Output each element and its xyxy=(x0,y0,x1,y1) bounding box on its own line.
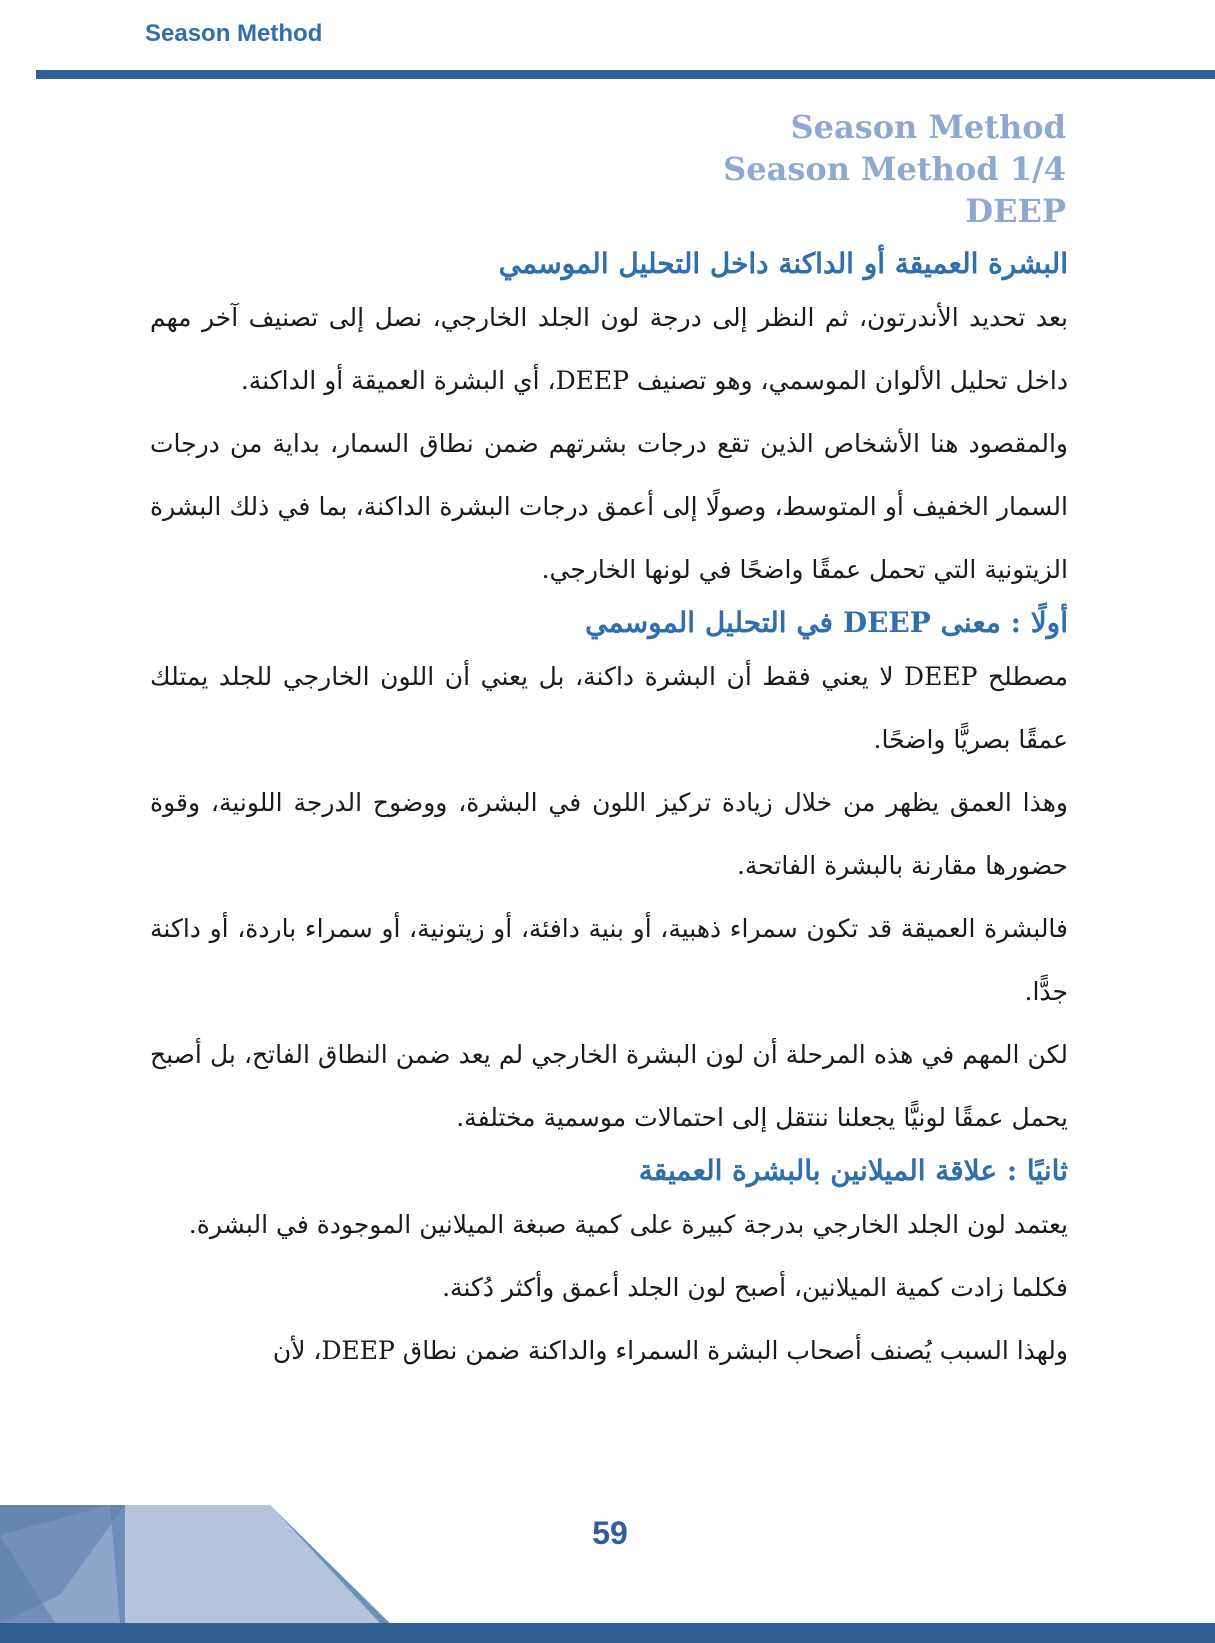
paragraph: فالبشرة العميقة قد تكون سمراء ذهبية، أو بنية دافئة، أو زيتونية، أو سمراء باردة، أو داكنة جدًّا. xyxy=(150,914,1068,1006)
title-line-1: Season Method xyxy=(790,108,1066,146)
title-line-3: DEEP xyxy=(965,192,1066,230)
paragraph: بعد تحديد الأندرتون، ثم النظر إلى درجة لون الجلد الخارجي، نصل إلى تصنيف آخر مهم داخل تحليل الألوان الموسمي، وهو تصنيف DEEP، أي البشرة العميقة أو الداكنة. xyxy=(150,303,1068,395)
paragraph: والمقصود هنا الأشخاص الذين تقع درجات بشرتهم ضمن نطاق السمار، بداية من درجات السمار الخفيف أو المتوسط، وصولًا إلى أعمق درجات البشرة الداكنة، بما في ذلك البشرة الزيتونية التي تحمل عمقًا واضحًا في لونها الخارجي. xyxy=(150,429,1068,584)
paragraph: وهذا العمق يظهر من خلال زيادة تركيز اللون في البشرة، ووضوح الدرجة اللونية، وقوة حضورها مقارنة بالبشرة الفاتحة. xyxy=(150,788,1068,880)
running-header: Season Method xyxy=(145,20,323,47)
paragraph: فكلما زادت كمية الميلانين، أصبح لون الجلد أعمق وأكثر دُكنة. xyxy=(442,1273,1068,1302)
title-line-2: Season Method 1/4 xyxy=(723,150,1066,188)
footer-bar xyxy=(0,1623,1215,1643)
section-heading-first: أولًا : معنى DEEP في التحليل الموسمي xyxy=(585,606,1068,639)
paragraph: مصطلح DEEP لا يعني فقط أن البشرة داكنة، بل يعني أن اللون الخارجي للجلد يمتلك عمقًا بصريًّا واضحًا. xyxy=(150,662,1068,754)
footer-shape-light xyxy=(125,1505,380,1623)
intro-heading: البشرة العميقة أو الداكنة داخل التحليل الموسمي xyxy=(498,247,1068,280)
header-rule xyxy=(36,70,1215,79)
paragraph: ولهذا السبب يُصنف أصحاب البشرة السمراء والداكنة ضمن نطاق DEEP، لأن xyxy=(272,1336,1068,1365)
paragraph: يعتمد لون الجلد الخارجي بدرجة كبيرة على كمية صبغة الميلانين الموجودة في البشرة. xyxy=(188,1210,1068,1239)
paragraph: لكن المهم في هذه المرحلة أن لون البشرة الخارجي لم يعد ضمن النطاق الفاتح، بل أصبح يحمل عمقًا لونيًّا يجعلنا ننتقل إلى احتمالات موسمية مختلفة. xyxy=(150,1040,1068,1132)
section-heading-second: ثانيًا : علاقة الميلانين بالبشرة العميقة xyxy=(638,1154,1068,1187)
page-number: 59 xyxy=(592,1515,628,1551)
title-block xyxy=(723,106,1066,232)
page-content xyxy=(150,242,1068,1382)
